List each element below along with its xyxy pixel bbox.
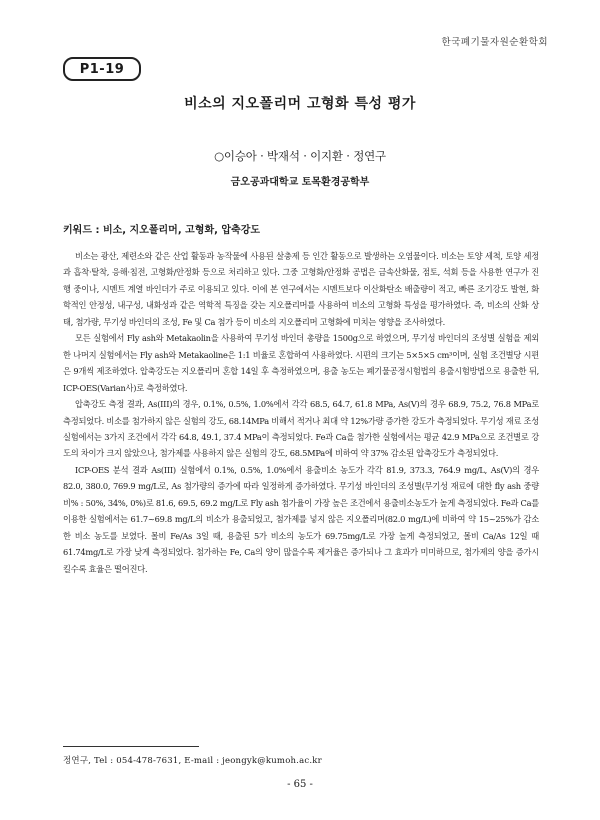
abstract-body [63,248,539,577]
affiliation: 금오공과대학교 토목환경공학부 [230,177,370,188]
footnote-divider [63,746,199,747]
page-number: - 65 - [287,779,313,790]
author-list: ○이승아 · 박재석 · 이지환 · 정연구 [214,149,386,163]
paper-number-badge: P1-19 [63,57,141,81]
corresponding-author-footnote: 정연구, Tel : 054-478-7631, E-mail : jeongyk@kumoh.ac.kr [63,756,322,766]
society-header: 한국폐기물자원순환학회 [441,37,548,48]
keywords-line: 키워드 : 비소, 지오폴리머, 고형화, 압축강도 [63,225,261,236]
body-paragraph-2: 모든 실험에서 Fly ash와 Metakaolin을 사용하여 무기성 바인더 총량을 1500g으로 하였으며, 무기성 바인더의 조성별 실험을 제외 한 나머지 실험에서는 Fly ash와 Metakaoline은 1:1 비율로 혼합하여 사용하였다. 시편의 크기는 5×5×5 cm³이며, 실험 조건별당 시편은 9개씩 제조하였다. 압축강도는 지오폴리머 혼합 14일 후 측정하였으며, 용출 농도는 폐기물공정시험법의 용출시험방법으로 용출한 뒤, ICP-OES(Varian사)로 측정하였다. [63,333,539,393]
body-paragraph-4: ICP-OES 분석 결과 As(III) 실험에서 0.1%, 0.5%, 1.0%에서 용출비소 농도가 각각 81.9, 373.3, 764.9 mg/L, As(V)의 경우 82.0, 380.0, 769.9 mg/L로, As 첨가량의 증가에 따라 일정하게 증가하였다. 무기성 바인더의 조성별(무기성 재료에 대한 fly ash 중량비% : 50%, 34%, 0%)로 81.6, 69.5, 69.2 mg/L로 Fly ash 첨가율이 가장 높은 조건에서 용출비소농도가 높게 측정되었다. Fe과 Ca를 이용한 실험에서는 61.7~69.8 mg/L의 비소가 용출되었고, 첨가제를 넣지 않은 지오폴리머(82.0 mg/L)에 비하여 약 15~25%가 감소한 비소 농도를 보였다. 몰비 Fe/As 3일 때, 용출된 5가 비소의 농도가 69.75mg/L로 가장 높게 측정되었고, 몰비 Ca/As 12일 때 61.74mg/L로 가장 낮게 측정되었다. 첨가하는 Fe, Ca의 양이 많을수록 제거율은 증가되나 그 효과가 미미하므로, 첨가제의 양을 증가시킬수록 효율은 떨어진다. [63,464,539,574]
body-paragraph-3: 압축강도 측정 결과, As(III)의 경우, 0.1%, 0.5%, 1.0%에서 각각 68.5, 64.7, 61.8 MPa, As(V)의 경우 68.9, 75.2, 76.8 MPa로 측정되었다. 비소를 첨가하지 않은 실험의 강도, 68.14MPa 비해서 적거나 최대 약 12%가량 증가한 강도가 측정되었다. 무기성 재료 조성 실험에서는 3가지 조건에서 각각 64.8, 49.1, 37.4 MPa이 측정되었다. Fe과 Ca을 첨가한 실험에서는 평균 42.9 MPa으로 조건별로 강도의 차이가 크지 않았으나, 첨가제를 사용하지 않은 실험의 강도, 68.5MPa에 비하여 약 37% 감소된 압축강도가 측정되었다. [63,399,539,459]
body-paragraph-1: 비소는 광산, 제련소와 같은 산업 활동과 농작물에 사용된 살충제 등 인간 활동으로 발생하는 오염물이다. 비소는 토양 세척, 토양 세정과 흡착·탈착, 응해·침전, 고형화/안정화 등으로 처리하고 있다. 그중 고형화/안정화 공법은 금속산화물, 점토, 석회 등을 사용한 연구가 진행 중이나, 시멘트 계열 바인더가 주로 이용되고 있다. 이에 본 연구에서는 시멘트보다 이산화탄소 배출량이 적고, 빠른 조기강도 발현, 화학적인 안정성, 내구성, 내화성과 같은 역학적 특징을 갖는 지오폴리머를 사용하여 비소의 고형화 특성을 평가하였다. 즉, 비소의 산화 상태, 첨가량, 무기성 바인더의 조성, Fe 및 Ca 첨가 등이 비소의 지오폴리머 고형화에 미치는 영향을 조사하였다. [63,251,539,327]
paper-title: 비소의 지오폴리머 고형화 특성 평가 [184,96,416,112]
